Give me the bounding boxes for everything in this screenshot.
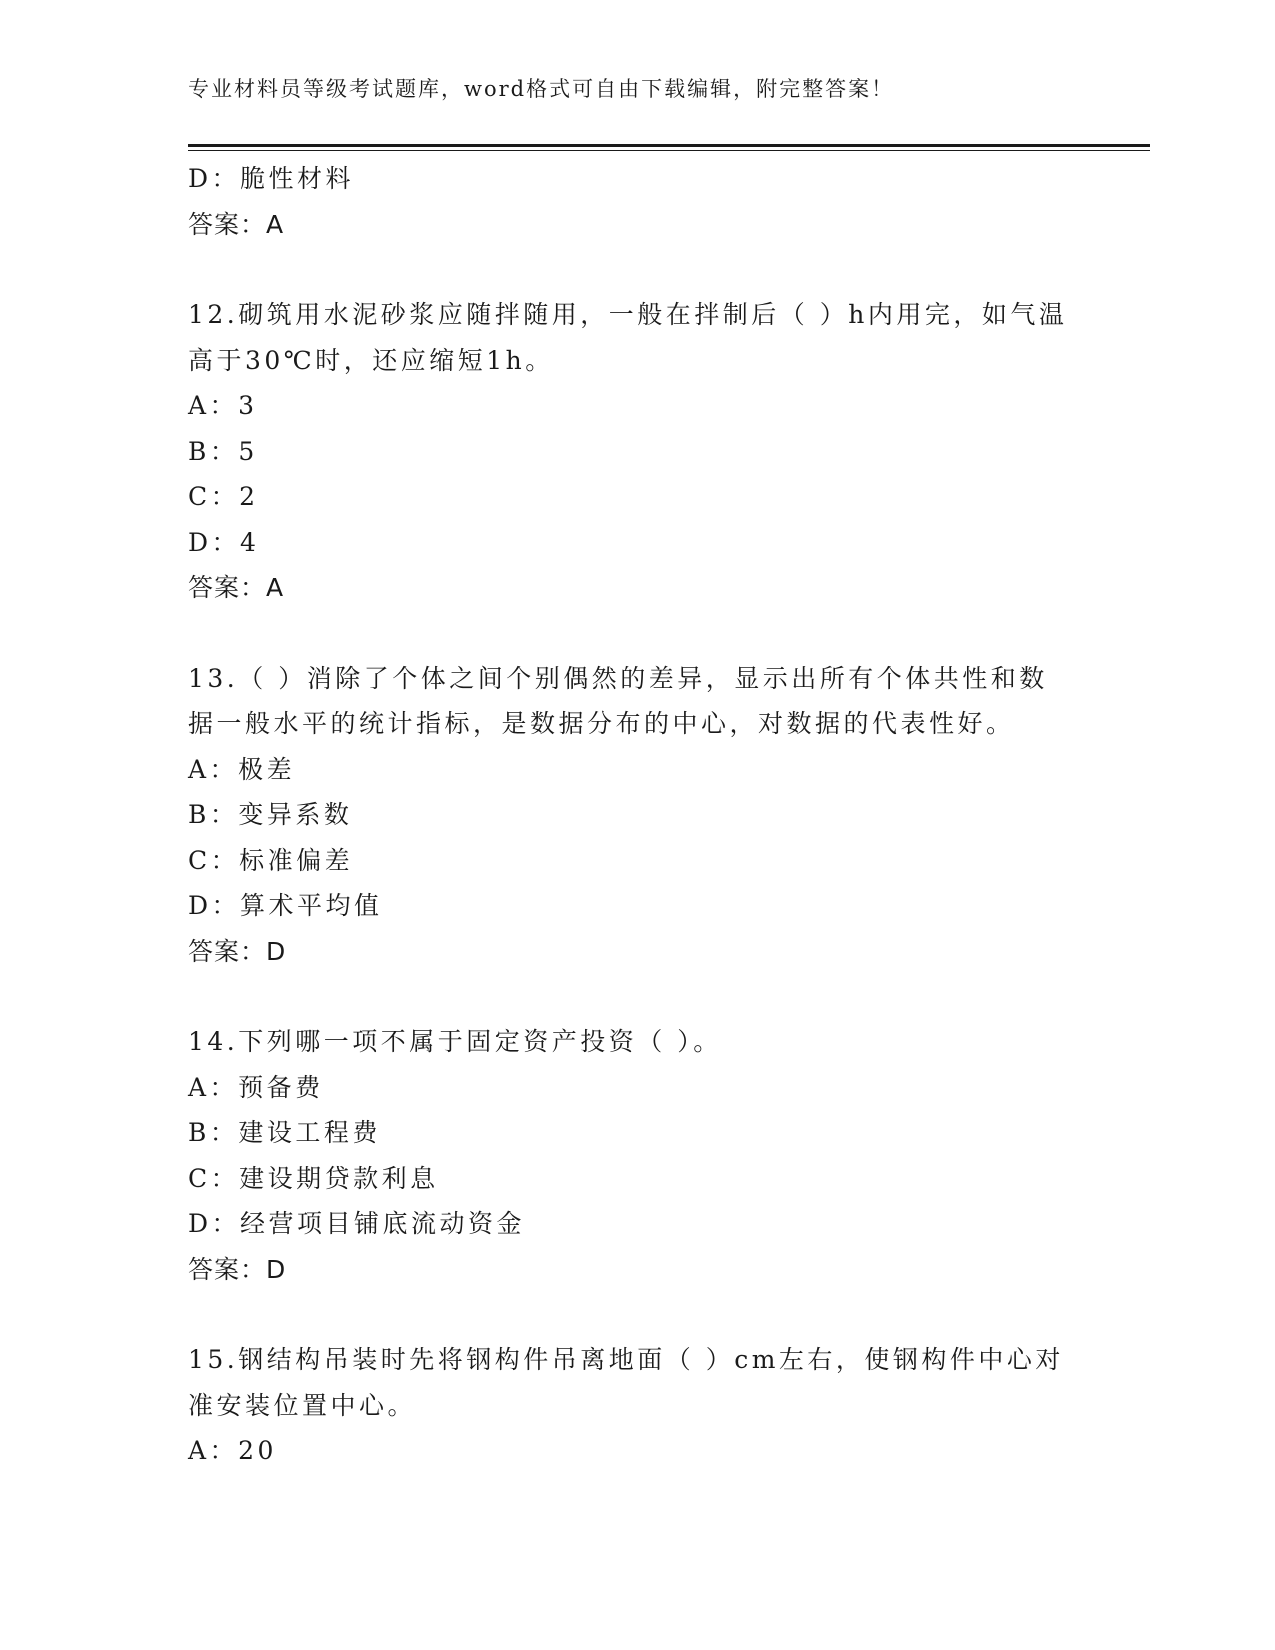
- question-12: [188, 292, 1088, 611]
- question-stem: [188, 656, 1088, 747]
- option-key: B：: [188, 1118, 239, 1147]
- header-rule-thin: [188, 150, 1150, 151]
- option-key: B：: [188, 800, 239, 829]
- question-15: [188, 1337, 1088, 1474]
- answer-line: 答案：D: [188, 1254, 287, 1284]
- option-key: B：: [188, 436, 239, 466]
- option-text: 3: [238, 391, 258, 420]
- option-d: [188, 883, 1088, 929]
- option-key: D：: [188, 891, 241, 920]
- option-text: 预备费: [238, 1072, 324, 1102]
- answer-line: 答案：A: [188, 573, 285, 602]
- option-text: 变异系数: [238, 800, 353, 829]
- option-d: [188, 1201, 1088, 1247]
- option-b: [188, 429, 1088, 475]
- option-text: 建设工程费: [238, 1118, 381, 1147]
- option-key: D：: [188, 527, 241, 557]
- option-c: [188, 838, 1088, 884]
- option-text: 极差: [238, 754, 296, 784]
- option-a: [188, 747, 1088, 793]
- question-number: 12.: [188, 300, 239, 329]
- option-a: [188, 383, 1088, 429]
- question-13: [188, 656, 1088, 975]
- option-text: 20: [238, 1436, 277, 1465]
- stem-line-2: 高于30℃时，还应缩短1h。: [188, 345, 554, 375]
- stem-line-1: 下列哪一项不属于固定资产投资（ ）。: [238, 1027, 722, 1056]
- option-key: C：: [188, 1163, 240, 1193]
- option-text: 4: [240, 527, 260, 557]
- option-b: [188, 1110, 1088, 1156]
- prev-question-tail: [188, 156, 1088, 247]
- option-d: [188, 520, 1088, 566]
- stem-line-1: 砌筑用水泥砂浆应随拌随用，一般在拌制后（ ）h内用完，如气温: [238, 300, 1068, 329]
- option-key: D：: [188, 1209, 241, 1238]
- option-key: C：: [188, 482, 240, 511]
- question-number: 15.: [188, 1345, 239, 1374]
- option-text: 2: [239, 482, 259, 511]
- question-list: [188, 156, 1088, 1474]
- option-d: [188, 156, 1088, 202]
- answer-line: 答案：D: [188, 936, 287, 966]
- option-key: C：: [188, 845, 240, 875]
- question-number: 14.: [188, 1027, 239, 1056]
- option-key: A：: [188, 391, 239, 420]
- header-rule-thick: [188, 144, 1150, 147]
- option-a: [188, 1065, 1088, 1111]
- option-text: 标准偏差: [239, 845, 354, 875]
- option-a: [188, 1428, 1088, 1474]
- option-text: 算术平均值: [240, 891, 383, 920]
- option-key: A：: [188, 1436, 239, 1465]
- stem-line-1: （ ）消除了个体之间个别偶然的差异，显示出所有个体共性和数: [238, 663, 1048, 693]
- question-stem: [188, 1337, 1088, 1428]
- option-text: 脆性材料: [240, 164, 355, 193]
- option-text: 5: [238, 436, 258, 466]
- option-c: [188, 474, 1088, 520]
- question-stem: [188, 292, 1088, 383]
- option-c: [188, 1156, 1088, 1202]
- question-number: 13.: [188, 663, 239, 693]
- option-text: 建设期贷款利息: [239, 1163, 439, 1193]
- option-key: A：: [188, 754, 239, 784]
- option-key: A：: [188, 1072, 239, 1102]
- page-header: 专业材料员等级考试题库，word格式可自由下载编辑，附完整答案！: [188, 77, 895, 101]
- stem-line-1: 钢结构吊装时先将钢构件吊离地面（ ）cm左右，使钢构件中心对: [238, 1345, 1064, 1374]
- option-b: [188, 792, 1088, 838]
- question-14: [188, 1019, 1088, 1292]
- stem-line-2: 据一般水平的统计指标，是数据分布的中心，对数据的代表性好。: [188, 709, 1015, 738]
- option-text: 经营项目铺底流动资金: [240, 1209, 526, 1238]
- question-stem: [188, 1019, 1088, 1065]
- answer-line: 答案：A: [188, 209, 285, 239]
- stem-line-2: 准安装位置中心。: [188, 1390, 417, 1420]
- option-key: D：: [188, 164, 241, 193]
